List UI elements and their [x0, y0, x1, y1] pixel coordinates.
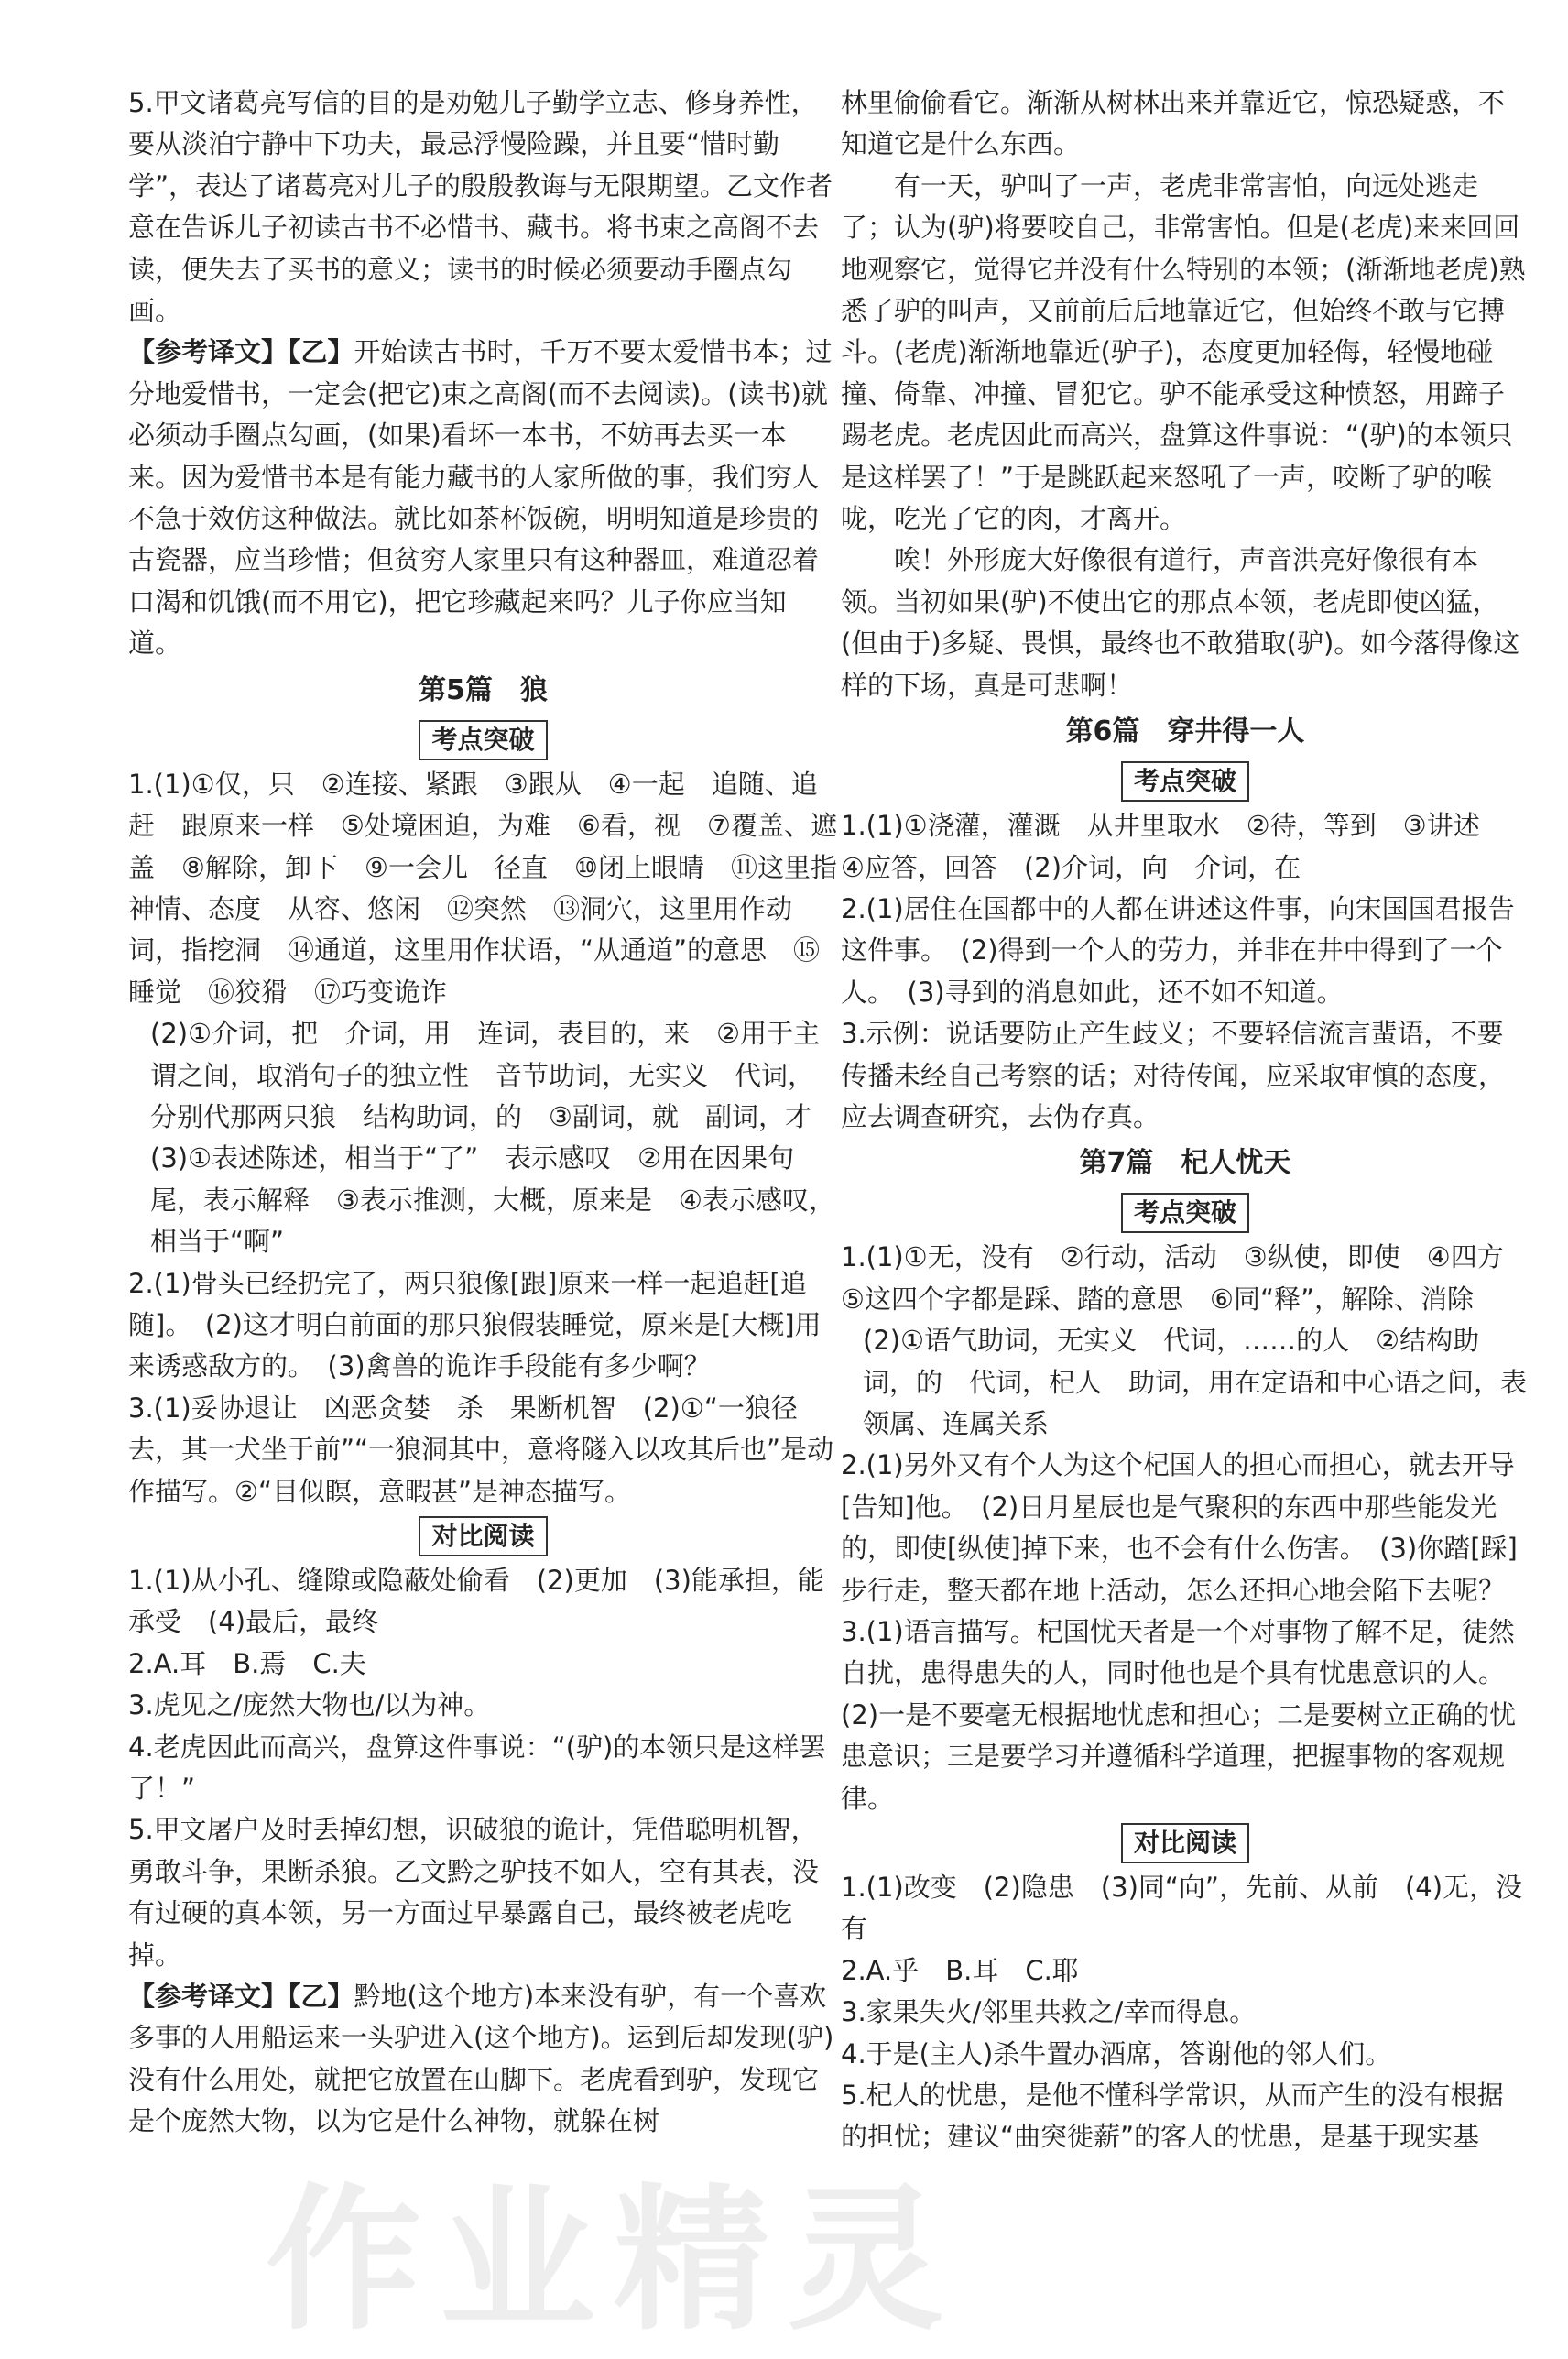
left-column	[128, 82, 838, 2143]
section-6-title: 第6篇 穿井得一人	[1065, 715, 1305, 748]
translation-label: 【参考译文】【乙】	[128, 1981, 354, 2013]
s7-answer-1-2: (2)①语气助词，无实义 代词，……的人 ②结构助词，的 代词，杞人 助词，用在定语和中心语之间，表领属、连属关系	[863, 1325, 1528, 1439]
tag-duibi: 对比阅读	[419, 1516, 547, 1556]
s7-compare-1: 1.(1)改变 (2)隐患 (3)同“向”，先前、从前 (4)无，没有	[841, 1872, 1523, 1945]
s5-answer-3: 3.(1)妥协退让 凶恶贪婪 杀 果断机智 (2)①“一狼径去，其一犬坐于前”“一狼洞其中，意将隧入以攻其后也”是动作描写。②“目似瞑，意暇甚”是神态描写。	[128, 1392, 834, 1507]
tag-duibi: 对比阅读	[1121, 1823, 1249, 1863]
answer-5-jia-yi: 5.甲文诸葛亮写信的目的是劝勉儿子勤学立志、修身养性，要从淡泊宁静中下功夫，最忌浮慢险躁，并且要“惜时勤学”，表达了诸葛亮对儿子的殷殷教诲与无限期望。乙文作者意在告诉儿子初读古书不必惜书、藏书。将书束之高阁不去读，便失去了买书的意义；读书的时候必须要动手圈点勾画。	[128, 87, 833, 327]
translation-yi-b-cont: 林里偷偷看它。渐渐从树林出来并靠近它，惊恐疑惑，不知道它是什么东西。	[841, 87, 1506, 160]
section-7-title: 第7篇 杞人忧天	[1079, 1147, 1291, 1180]
tag-kaodian: 考点突破	[419, 720, 547, 760]
s7-compare-3: 3.家果失火/邻里共救之/幸而得息。	[841, 1996, 1257, 2028]
translation-para-3: 唉！外形庞大好像很有道行，声音洪亮好像很有本领。当初如果(驴)不使出它的那点本领，老虎即使凶猛，(但由于)多疑、畏惧，最终也不敢猎取(驴)。如今落得像这样的下场，真是可悲啊！	[841, 544, 1520, 701]
s5-answer-1-2: (2)①介词，把 介词，用 连词，表目的，来 ②用于主谓之间，取消句子的独立性 音节助词，无实义 代词，分别代那两只狼 结构助词，的 ③副词，就 副词，才	[150, 1018, 821, 1132]
s5-answer-1-1: 1.(1)①仅，只 ②连接、紧跟 ③跟从 ④一起 追随、追赶 跟原来一样 ⑤处境困迫，为难 ⑥看，视 ⑦覆盖、遮盖 ⑧解除，卸下 ⑨一会儿 径直 ⑩闭上眼睛 ⑪这里指神情、态度 从容、悠闲 ⑫突然 ⑬洞穴，这里用作动词，指挖洞 ⑭通道，这里用作状语，“从通道”的意思 ⑮睡觉 ⑯狡猾 ⑰巧变诡诈	[128, 768, 837, 1008]
s6-answer-1: 1.(1)①浇灌，灌溉 从井里取水 ②待，等到 ③讲述 ④应答，回答 (2)介词，向 介词，在	[841, 810, 1507, 883]
s7-compare-4: 4.于是(主人)杀牛置办酒席，答谢他的邻人们。	[841, 2037, 1392, 2070]
s7-compare-2: 2.A.乎 B.耳 C.耶	[841, 1954, 1079, 1986]
s7-answer-1-1: 1.(1)①无，没有 ②行动，活动 ③纵使，即使 ④四方 ⑤这四个字都是踩、踏的意思 ⑥同“释”，解除、消除	[841, 1241, 1530, 1315]
s6-answer-3: 3.示例：说话要防止产生歧义；不要轻信流言蜚语，不要传播未经自己考察的话；对待传闻，应采取审慎的态度，应去调查研究，去伪存真。	[841, 1018, 1506, 1132]
s5-compare-3: 3.虎见之/庞然大物也/以为神。	[128, 1689, 491, 1721]
s5-answer-1-3: (3)①表述陈述，相当于“了” 表示感叹 ②用在因果句尾，表示解释 ③表示推测，大概，原来是 ④表示感叹，相当于“啊”	[150, 1142, 835, 1258]
s5-answer-2: 2.(1)骨头已经扔完了，两只狼像[跟]原来一样一起追赶[追随]。 (2)这才明白前面的那只狼假装睡觉，原来是[大概]用来诱惑敌方的。 (3)禽兽的诡诈手段能有多少啊？	[128, 1267, 822, 1382]
watermark-logo: 作业精灵	[266, 2170, 963, 2352]
translation-text: 开始读古书时，千万不要太爱惜书本；过分地爱惜书，一定会(把它)束之高阁(而不去阅读)。(读书)就必须动手圈点勾画，(如果)看坏一本书，不妨再去买一本来。因为爱惜书本是有能力藏书的人家所做的事，我们穷人不急于效仿这种做法。就比如茶杯饭碗，明明知道是珍贵的古瓷器，应当珍惜；但贫穷人家里只有这种器皿，难道忍着口渴和饥饿(而不用它)，把它珍藏起来吗？儿子你应当知道。	[128, 336, 833, 660]
s7-compare-5: 5.杞人的忧患，是他不懂科学常识，从而产生的没有根据的担忧；建议“曲突徙薪”的客人的忧患，是基于现实基	[841, 2080, 1504, 2153]
s5-compare-1: 1.(1)从小孔、缝隙或隐蔽处偷看 (2)更加 (3)能承担，能承受 (4)最后，最终	[128, 1565, 824, 1638]
right-column	[841, 82, 1530, 2158]
s7-answer-2: 2.(1)另外又有个人为这个杞国人的担心而担心，就去开导[告知]他。 (2)日月星辰也是气聚积的东西中那些能发光的，即使[纵使]掉下来，也不会有什么伤害。 (3)你踏[踩]步行走，整天都在地上活动，怎么还担心地会陷下去呢？	[841, 1449, 1518, 1606]
translation-yi-a	[128, 332, 838, 664]
section-5-title: 第5篇 狼	[419, 673, 548, 706]
s7-answer-3: 3.(1)语言描写。杞国忧天者是一个对事物了解不足，徒然自扰，患得患失的人，同时他也是个具有忧患意识的人。 (2)一是不要毫无根据地忧虑和担心；二是要树立正确的忧患意识；三是要学习并遵循科学道理，把握事物的客观规律。	[841, 1616, 1519, 1814]
s5-compare-5: 5.甲文屠户及时丢掉幻想，识破狼的诡计，凭借聪明机智，勇敢斗争，果断杀狼。乙文黔之驴技不如人，空有其表，没有过硬的真本领，另一方面过早暴露自己，最终被老虎吃掉。	[128, 1814, 820, 1971]
translation-text: 黔地(这个地方)本来没有驴，有一个喜欢多事的人用船运来一头驴进入(这个地方)。运到后却发现(驴)没有什么用处，就把它放置在山脚下。老虎看到驴，发现它是个庞然大物，以为它是什么神物，就躲在树	[128, 1981, 834, 2137]
s5-compare-4: 4.老虎因此而高兴，盘算这件事说：“(驴)的本领只是这样罢了！”	[128, 1731, 826, 1805]
translation-yi-b	[128, 1976, 838, 2143]
tag-kaodian: 考点突破	[1121, 1193, 1249, 1233]
translation-para-2: 有一天，驴叫了一声，老虎非常害怕，向远处逃走了；认为(驴)将要咬自己，非常害怕。但是(老虎)来来回回地观察它，觉得它并没有什么特别的本领；(渐渐地老虎)熟悉了驴的叫声，又前前后后地靠近它，但始终不敢与它搏斗。(老虎)渐渐地靠近(驴子)，态度更加轻侮，轻慢地碰撞、倚靠、冲撞、冒犯它。驴不能承受这种愤怒，用蹄子踢老虎。老虎因此而高兴，盘算这件事说：“(驴)的本领只是这样罢了！”于是跳跃起来怒吼了一声，咬断了驴的喉咙，吃光了它的肉，才离开。	[841, 169, 1526, 535]
translation-label: 【参考译文】【乙】	[128, 336, 354, 368]
s5-compare-2: 2.A.耳 B.焉 C.夫	[128, 1647, 366, 1679]
tag-kaodian: 考点突破	[1121, 761, 1249, 802]
s6-answer-2: 2.(1)居住在国都中的人都在讲述这件事，向宋国国君报告这件事。 (2)得到一个人的劳力，并非在井中得到了一个人。 (3)寻到的消息如此，还不如不知道。	[841, 892, 1515, 1008]
